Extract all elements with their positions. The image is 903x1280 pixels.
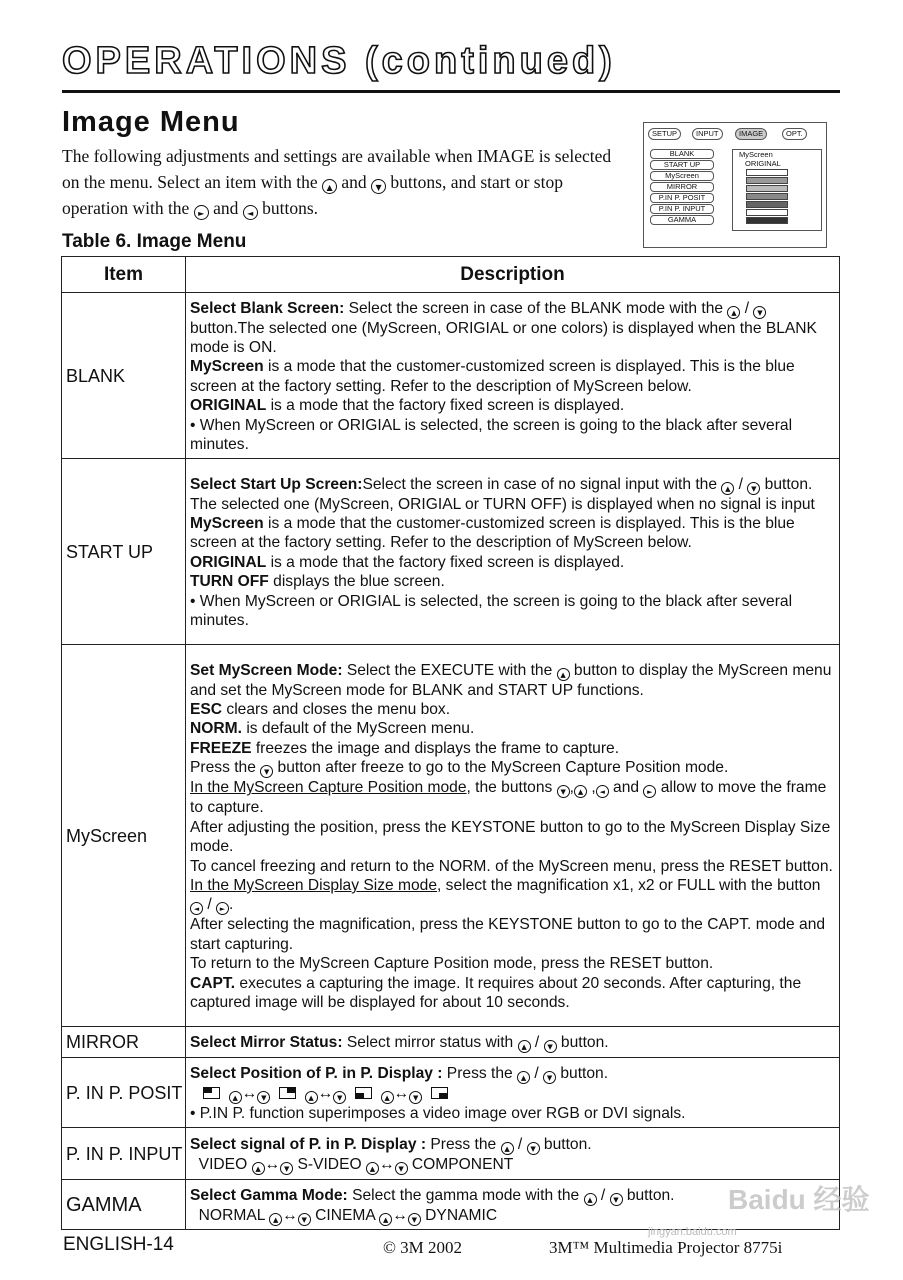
up-button-icon: ▲ [381, 1091, 394, 1104]
up-button-icon: ▲ [322, 179, 337, 194]
footer-product-name: 3M™ Multimedia Projector 8775i [549, 1238, 783, 1257]
menu-item-startup: START UP [650, 160, 714, 170]
baidu-watermark: Baidu 经验 [728, 1184, 870, 1215]
up-button-icon: ▲ [501, 1142, 514, 1155]
down-button-icon: ▼ [395, 1162, 408, 1175]
table-row [62, 1058, 840, 1128]
color-swatch [746, 177, 788, 184]
row-item-pinp-input: P. IN P. INPUT [62, 1128, 186, 1180]
color-swatch [746, 185, 788, 192]
table-row [62, 293, 840, 459]
table-header-row [62, 257, 840, 293]
row-item-gamma: GAMMA [62, 1180, 186, 1230]
color-swatch [746, 217, 788, 224]
menu-item-gamma: GAMMA [650, 215, 714, 225]
page-header-title: OPERATIONS (continued) [62, 40, 616, 82]
left-button-icon: ◄ [190, 902, 203, 915]
down-button-icon: ▼ [557, 785, 570, 798]
row-desc-myscreen: Set MyScreen Mode: Select the EXECUTE with the ▲ button to display the MyScreen menu and set the MyScreen mode for BLANK and START UP functions. ESC clears and closes the menu box. NORM. is default of the MyScreen menu. FREEZE freezes the image and displays the frame to capture. Press the ▼ button after freeze to go to the MyScreen Capture Position mode. In the MyScreen Capture Position mode, the buttons ▼ , ▲ , ◄ and ► allow to move the frame to capture. After adjusting the position, press the KEYSTONE button to go to the MyScreen Display Size mode. To cancel freezing and return to the NORM. of the MyScreen menu, press the RESET button. In the MyScreen Display Size mode, select the magnification x1, x2 or FULL with the button ◄ / ► . After selecting the magnification, press the KEYSTONE button to go to the CAPT. mode and start capturing. To return to the MyScreen Capture Position mode, press the RESET button. CAPT. executes a capturing the image. It requires about 20 seconds. After capturing, the captured image will be displayed for about 10 seconds. [186, 645, 840, 1027]
row-item-blank: BLANK [62, 293, 186, 459]
down-button-icon: ▼ [747, 482, 760, 495]
position-top-right-icon [279, 1087, 296, 1099]
table-row [62, 459, 840, 645]
row-item-pinp-posit: P. IN P. POSIT [62, 1058, 186, 1128]
up-button-icon: ▲ [229, 1091, 242, 1104]
down-button-icon: ▼ [544, 1040, 557, 1053]
image-menu-table [61, 256, 840, 1230]
down-button-icon: ▼ [371, 179, 386, 194]
footer-page-number: ENGLISH-14 [63, 1234, 174, 1255]
footer-copyright: © 3M 2002 [383, 1238, 463, 1257]
position-bottom-right-icon [431, 1087, 448, 1099]
up-button-icon: ▲ [721, 482, 734, 495]
position-bottom-left-icon [355, 1087, 372, 1099]
row-item-startup: START UP [62, 459, 186, 645]
color-swatch [746, 193, 788, 200]
color-swatch [746, 209, 788, 216]
menu-option-myscreen: MyScreen [739, 150, 773, 159]
row-item-mirror: MIRROR [62, 1027, 186, 1058]
up-button-icon: ▲ [269, 1213, 282, 1226]
down-button-icon: ▼ [543, 1071, 556, 1084]
down-button-icon: ▼ [753, 306, 766, 319]
up-button-icon: ▲ [305, 1091, 318, 1104]
down-button-icon: ▼ [333, 1091, 346, 1104]
menu-tab-image: IMAGE [735, 128, 767, 140]
up-button-icon: ▲ [517, 1071, 530, 1084]
menu-item-mirror: MIRROR [650, 182, 714, 192]
table-row [62, 1180, 840, 1230]
up-button-icon: ▲ [727, 306, 740, 319]
header-rule [62, 90, 840, 93]
row-desc-gamma: Select Gamma Mode: Select the gamma mode with the ▲ / ▼ button. NORMAL ▲ ↔ ▼ CINEMA ▲ ↔ ▼ DYNAMIC [186, 1180, 840, 1230]
left-button-icon: ◄ [596, 785, 609, 798]
color-swatch [746, 169, 788, 176]
right-button-icon: ► [194, 205, 209, 220]
intro-paragraph: The following adjustments and settings are available when IMAGE is selected on the menu. Select an item with the ▲ and ▼ buttons, and start or stop operation with the ► and ◄ buttons. [62, 146, 612, 218]
row-desc-blank: Select Blank Screen: Select the screen in case of the BLANK mode with the ▲ / ▼ button.The selected one (MyScreen, ORIGIAL or one colors) is displayed when the BLANK mode is ON. MyScreen is a mode that the customer-customized screen is displayed. This is the blue screen at the factory setting. Refer to the description of MyScreen below. ORIGINAL is a mode that the factory fixed screen is displayed. • When MyScreen or ORIGIAL is selected, the screen is going to the black after several minutes. [186, 293, 840, 459]
up-button-icon: ▲ [584, 1193, 597, 1206]
up-button-icon: ▲ [379, 1213, 392, 1226]
down-button-icon: ▼ [527, 1142, 540, 1155]
down-button-icon: ▼ [280, 1162, 293, 1175]
row-desc-mirror: Select Mirror Status: Select mirror status with ▲ / ▼ button. [186, 1027, 840, 1058]
up-button-icon: ▲ [574, 785, 587, 798]
row-desc-startup: Select Start Up Screen:Select the screen in case of no signal input with the ▲ / ▼ button. The selected one (MyScreen, ORIGIAL or TURN OFF) is displayed when no signal is input MyScreen is a mode that the customer-customized screen is displayed. This is the blue screen at the factory setting. Refer to the description of MyScreen below. ORIGINAL is a mode that the factory fixed screen is displayed. TURN OFF displays the blue screen. • When MyScreen or ORIGIAL is selected, the screen is going to the black after several minutes. [186, 459, 840, 645]
down-button-icon: ▼ [409, 1091, 422, 1104]
header-item: Item [62, 257, 186, 293]
table-row [62, 1128, 840, 1180]
menu-tab-opt: OPT. [782, 128, 807, 140]
table-caption: Table 6. Image Menu [62, 231, 247, 252]
row-desc-pinp-posit: Select Position of P. in P. Display : Press the ▲ / ▼ button. ▲ ↔ ▼ ▲ ↔ ▼ ▲ ↔ ▼ • P.IN P. function superimposes a video image over RGB or DVI signals. [186, 1058, 840, 1128]
down-button-icon: ▼ [408, 1213, 421, 1226]
menu-item-myscreen: MyScreen [650, 171, 714, 181]
right-button-icon: ► [216, 902, 229, 915]
menu-item-pinp-posit: P.IN P. POSIT [650, 193, 714, 203]
menu-option-original: ORIGINAL [745, 159, 781, 168]
baidu-watermark-url: jingyan.baidu.com [648, 1226, 737, 1238]
up-button-icon: ▲ [557, 668, 570, 681]
menu-tab-input: INPUT [692, 128, 723, 140]
row-item-myscreen: MyScreen [62, 645, 186, 1027]
row-desc-pinp-input: Select signal of P. in P. Display : Press the ▲ / ▼ button. VIDEO ▲ ↔ ▼ S-VIDEO ▲ ↔ ▼ COMPONENT [186, 1128, 840, 1180]
right-button-icon: ► [643, 785, 656, 798]
menu-item-blank: BLANK [650, 149, 714, 159]
position-top-left-icon [203, 1087, 220, 1099]
menu-tab-setup: SETUP [648, 128, 681, 140]
left-button-icon: ◄ [243, 205, 258, 220]
down-button-icon: ▼ [257, 1091, 270, 1104]
up-button-icon: ▲ [366, 1162, 379, 1175]
table-row [62, 1027, 840, 1058]
table-row [62, 645, 840, 1027]
color-swatch [746, 201, 788, 208]
up-button-icon: ▲ [252, 1162, 265, 1175]
up-button-icon: ▲ [518, 1040, 531, 1053]
down-button-icon: ▼ [260, 765, 273, 778]
header-description: Description [186, 257, 840, 293]
down-button-icon: ▼ [610, 1193, 623, 1206]
down-button-icon: ▼ [298, 1213, 311, 1226]
menu-item-pinp-input: P.IN P. INPUT [650, 204, 714, 214]
section-title: Image Menu [62, 106, 240, 138]
image-menu-thumbnail [643, 122, 827, 248]
